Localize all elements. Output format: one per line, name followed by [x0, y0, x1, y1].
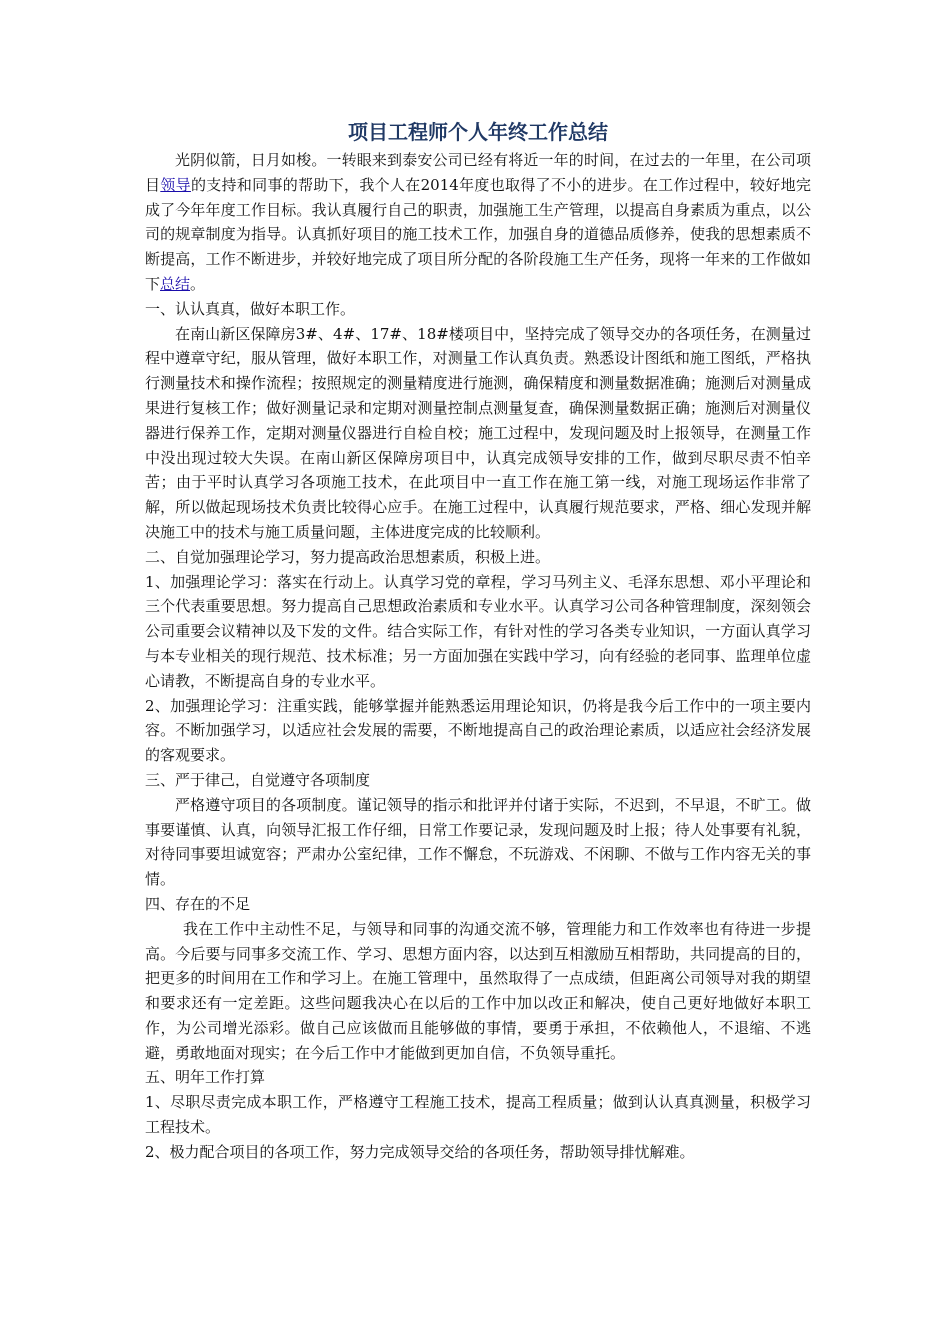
summary-link[interactable]: 总结 [160, 274, 191, 293]
section5-item2: 2、极力配合项目的各项工作，努力完成领导交给的各项任务，帮助领导排忧解难。 [145, 1142, 695, 1161]
section4-heading: 四、存在的不足 [145, 894, 251, 913]
section1-body: 在南山新区保障房3#、4#、17#、18#楼项目中，坚持完成了领导交办的各项任务，在测量过程中遵章守纪，服从管理，做好本职工作，对测量工作认真负责。熟悉设计图纸和施工图纸，严格执行测量技术和操作流程；按照规定的测量精度进行施测，确保精度和测量数据准确；施测后对测量成果进行复核工作；做好测量记录和定期对测量控制点测量复查，确保测量数据正确；施测后对测量仪器进行保养工作，定期对测量仪器进行自检自校；施工过程中，发现问题及时上报领导，在测量工作中没出现过较大失误。在南山新区保障房项目中，认真完成领导安排的工作，做到尽职尽责不怕辛苦；由于平时认真学习各项施工技术，在此项目中一直工作在施工第一线，对施工现场运作非常了解，所以做起现场技术负责比较得心应手。在施工过程中，认真履行规范要求，严格、细心发现并解决施工中的技术与施工质量问题，主体进度完成的比较顺利。 [145, 324, 811, 541]
intro-text-1: 光阴似箭，日月如梭。一转眼来到泰安公司已经有将近一年的时间，在过去的一年里，在公司项目 [145, 151, 811, 194]
intro-text-2: 的支持和同事的帮助下，我个人在2014年度也取得了不小的进步。在工作过程中，较好地完成了今年年度工作目标。我认真履行自己的职责，加强施工生产管理，以提高自身素质为重点，以公司的规章制度为指导。认真抓好项目的施工技术工作，加强自身的道德品质修养，使我的思想素质不断提高，工作不断进步，并较好地完成了项目所分配的各阶段施工生产任务，现将一年来的工作做如下 [145, 175, 811, 293]
section2-heading: 二、自觉加强理论学习，努力提高政治思想素质，积极上进。 [145, 547, 551, 566]
section5-item1: 1、尽职尽责完成本职工作，严格遵守工程施工技术，提高工程质量；做到认认真真测量，积极学习工程技术。 [145, 1093, 811, 1137]
section2-item2: 2、加强理论学习：注重实践，能够掌握并能熟悉运用理论知识，仍将是我今后工作中的一项主要内容。不断加强学习，以适应社会发展的需要，不断地提高自己的政治理论素质，以适应社会经济发展的客观要求。 [145, 696, 811, 765]
section3-heading: 三、严于律己，自觉遵守各项制度 [145, 770, 371, 789]
intro-text-3: 。 [190, 274, 206, 293]
section4-body: 我在工作中主动性不足，与领导和同事的沟通交流不够，管理能力和工作效率也有待进一步提高。今后要与同事多交流工作、学习、思想方面内容，以达到互相激励互相帮助，共同提高的目的，把更多的时间用在工作和学习上。在施工管理中，虽然取得了一点成绩，但距离公司领导对我的期望和要求还有一定差距。这些问题我决心在以后的工作中加以改正和解决，使自己更好地做好本职工作，为公司增光添彩。做自己应该做而且能够做的事情，要勇于承担，不依赖他人，不退缩、不逃避，勇敢地面对现实；在今后工作中才能做到更加自信，不负领导重托。 [145, 919, 811, 1062]
section2-item1: 1、加强理论学习：落实在行动上。认真学习党的章程，学习马列主义、毛泽东思想、邓小平理论和三个代表重要思想。努力提高自己思想政治素质和专业水平。认真学习公司各种管理制度，深刻领会公司重要会议精神以及下发的文件。结合实际工作，有针对性的学习各类专业知识，一方面认真学习与本专业相关的现行规范、技术标准；另一方面加强在实践中学习，向有经验的老同事、监理单位虚心请教，不断提高自身的专业水平。 [145, 572, 811, 690]
intro-paragraph [145, 148, 811, 297]
section1-heading: 一、认认真真，做好本职工作。 [145, 299, 356, 318]
leader-link[interactable]: 领导 [160, 175, 191, 194]
section3-body: 严格遵守项目的各项制度。谨记领导的指示和批评并付诸于实际，不迟到，不早退，不旷工。做事要谨慎、认真，向领导汇报工作仔细，日常工作要记录，发现问题及时上报；待人处事要有礼貌，对待同事要坦诚宽容；严肃办公室纪律，工作不懈怠，不玩游戏、不闲聊、不做与工作内容无关的事情。 [145, 795, 811, 889]
section5-heading: 五、明年工作打算 [145, 1068, 266, 1087]
document-page [145, 118, 811, 1165]
document-title: 项目工程师个人年终工作总结 [348, 120, 608, 144]
